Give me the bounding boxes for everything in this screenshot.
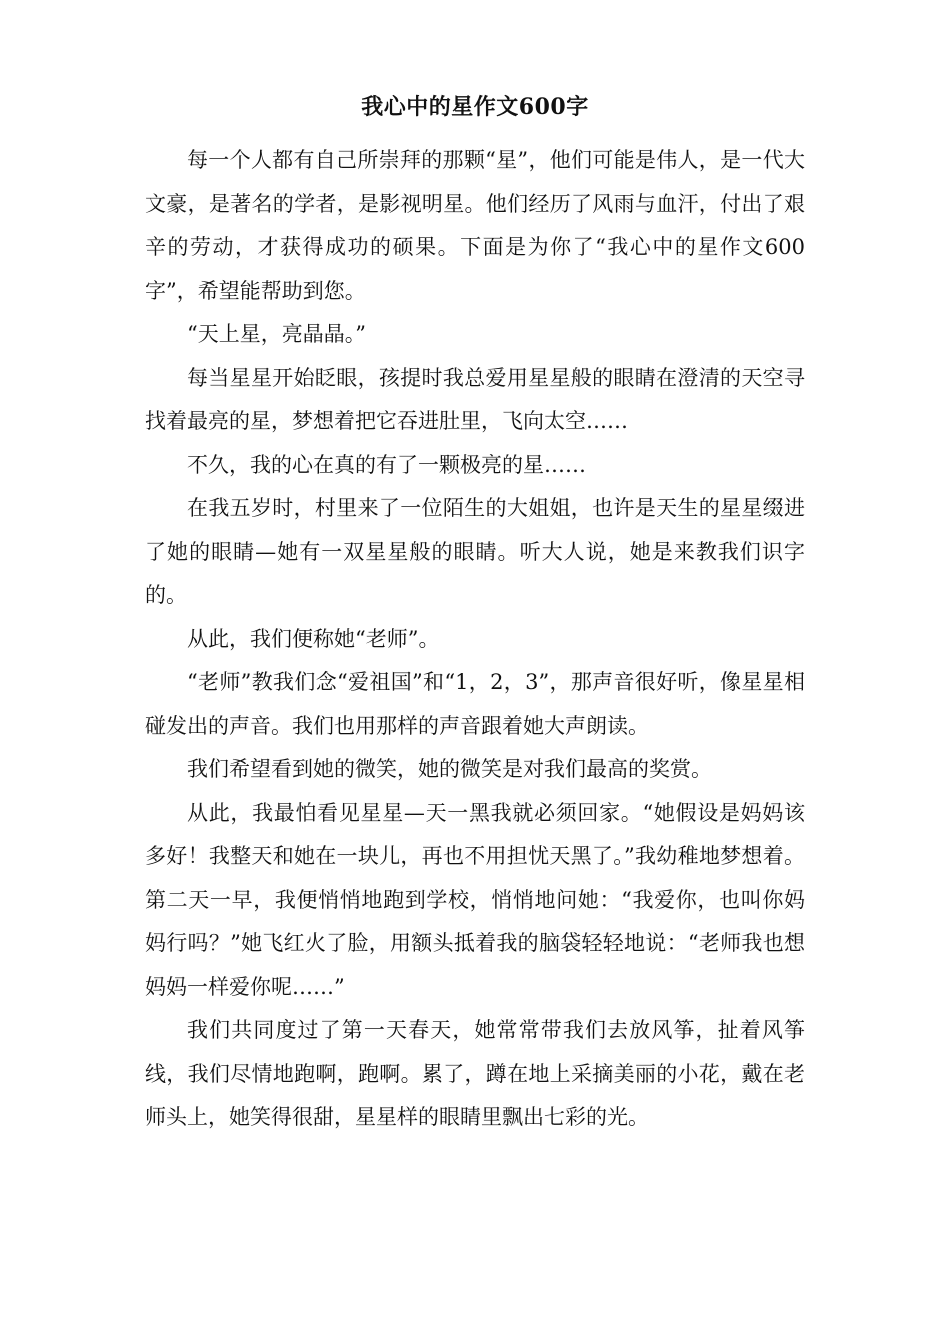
paragraph-smile: 我们希望看到她的微笑，她的微笑是对我们最高的奖赏。	[187, 757, 712, 781]
paragraph-mother-wish: 从此，我最怕看见星星—天一黑我就必须回家。“她假设是妈妈该多好！我整天和她在一块儿，再也不用担忧天黑了。”我幼稚地梦想着。第二天一早，我便悄悄地跑到学校，悄悄地问她：“我爱你，也叫你妈妈行吗？”她飞红火了脸，用额头抵着我的脑袋轻轻地说：“老师我也想妈妈一样爱你呢……”	[145, 800, 805, 999]
document-body	[145, 139, 805, 1140]
paragraph-intro: 每一个人都有自己所崇拜的那颗“星”，他们可能是伟人，是一代大文豪，是著名的学者，是影视明星。他们经历了风雨与血汗，付出了艰辛的劳动，才获得成功的硕果。下面是为你了“我心中的星作文600字”，希望能帮助到您。	[145, 148, 805, 303]
paragraph-teacher-arrival: 在我五岁时，村里来了一位陌生的大姐姐，也许是天生的星星缀进了她的眼睛—她有一双星星般的眼睛。听大人说，她是来教我们识字的。	[145, 496, 805, 607]
paragraph-bright-star: 不久，我的心在真的有了一颗极亮的星……	[187, 452, 586, 477]
paragraph-call-teacher: 从此，我们便称她“老师”。	[187, 626, 440, 651]
paragraph-reading: “老师”教我们念“爱祖国”和“1，2，3”，那声音很好听，像星星相碰发出的声音。我们也用那样的声音跟着她大声朗读。	[145, 670, 805, 738]
paragraph-spring: 我们共同度过了第一天春天，她常常带我们去放风筝，扯着风筝线，我们尽情地跑啊，跑啊。累了，蹲在地上采摘美丽的小花，戴在老师头上，她笑得很甜，星星样的眼睛里飘出七彩的光。	[145, 1018, 805, 1129]
paragraph-quote-stars: “天上星，亮晶晶。”	[187, 322, 366, 346]
paragraph-childhood: 每当星星开始眨眼，孩提时我总爱用星星般的眼睛在澄清的天空寻找着最亮的星，梦想着把它吞进肚里，飞向太空……	[145, 365, 805, 433]
document-title: 我心中的星作文600字	[361, 94, 589, 120]
